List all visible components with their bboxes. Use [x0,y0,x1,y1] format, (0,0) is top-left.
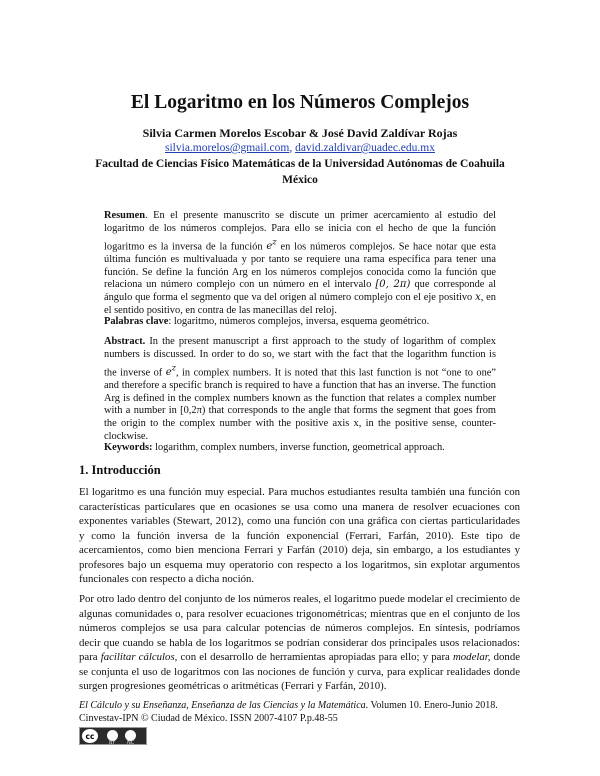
emphasis-facilitar-calculos: facilitar cálculos, [100,651,178,663]
paper-title: El Logaritmo en los Números Complejos [130,92,470,113]
resumen-text-4: , en el sentido positivo, en contra de las manecillas del reloj. [104,292,496,316]
keywords-block [104,442,496,455]
resumen-text-1: . En el presente manuscrito se discute un primer acercamiento al estudio del logaritmo de los números complejos. Para ello se inicia con el hecho de que la función logaritmo es la inversa de la función [104,210,496,252]
creative-commons-badge[interactable] [79,727,147,745]
section-heading-introduccion: 1. Introducción [79,463,161,477]
intro-paragraph-2: Por otro lado dentro del conjunto de los números reales, el logaritmo puede modelar el crecimiento de algunas comunidades o, para resolver ecuaciones trigonométricas; mientras que en el conjunto de los números complejos se usa para calcular potencias de números complejos. En síntesis, podríamos decir que cuando se habla de los logaritmos se podrían considerar dos principales usos relacionados: para facilitar cálculos, con el desarrollo de herramientas apropiadas para ello; y para modelar, donde se conjunta el uso de logaritmos con las nociones de función y curva, para explicar realidades donde surgen progresiones geométricas o aritméticas (Ferrari y Farfán, 2010). [79,593,521,692]
palabras-clave-text: : logaritmo, números complejos, inversa, esquema geométrico. [168,316,430,327]
journal-name: El Cálculo y su Enseñanza, Enseñanza de las Ciencias y la Matemática [79,700,366,711]
palabras-clave-block [104,316,496,329]
abstract-text-2: , in complex numbers. It is noted that this last function is not “one to one” and therefore a specific branch is required to have a function that has an inverse. The function Arg is defined in the complex numbers known as the function that relates a complex number with a number in [0,2π) that corresponds to the angle that forms the segment that goes from the origin to the complex number with the positive axis x, in the positive sense, counter-clockwise. [104,366,496,442]
affiliation [0,157,600,188]
journal-footer [79,700,520,725]
keywords-text: logarithm, complex numbers, inverse function, geometrical approach. [152,442,445,453]
abstract-text-1: In the present manuscript a first approach to the study of logarithm of complex numbers is discussed. In order to do so, we start with the fact that the logarithm function is the inverse of [104,336,496,378]
emphasis-modelar: modelar, [452,651,491,663]
abstract-block [104,336,496,444]
publisher-line: Cinvestav-IPN © Ciudad de México. ISSN 2007-4107 P.p.48-55 [79,712,338,724]
cc-nc-label: NC [127,740,135,746]
resumen-label: Resumen [104,210,145,221]
resumen-text-3: que corresponde al ángulo que forma el segmento que va del origen al número complejo con el eje positivo [104,279,496,304]
affiliation-country: México [282,173,318,186]
abstract-math-ez: $e^z$ [165,362,176,378]
author-emails: silvia.morelos@gmail.com, david.zaldivar@uadec.edu.mx [165,142,435,154]
cc-icon: cc [82,729,98,743]
abstract-label: Abstract. [104,336,146,347]
affiliation-institution: Facultad de Ciencias Físico Matemáticas de la Universidad Autónomas de Coahuila [95,158,505,170]
palabras-clave-label: Palabras clave [104,316,169,327]
resumen-text-2: en los números complejos. Se hace notar que esta última función es multivaluada y por tanto se requiere una rama específica para tener una función. Se define la función Arg en los números complejos conocida como la función que relaciona un número complejo con un número en el intervalo [104,240,496,291]
resumen-math-interval: [0, 2π) [375,279,411,291]
email-link-zaldivar[interactable]: david.zaldivar@uadec.edu.mx [295,142,435,154]
resumen-block [104,210,496,318]
journal-volume: . Volumen 10. Enero-Junio 2018. [365,700,498,711]
resumen-math-ez: $e^z$ [266,236,277,252]
intro-paragraph-1: El logaritmo es una función muy especial. Para muchos estudiantes resulta también una función con características particulares que en ocasiones se usa como una manera de resolver ecuaciones con exponentes variables (Stewart, 2012), como una función con una gráfica con ciertas particularidades y como la función inversa de la función exponencial (Ferrari, Farfán, 2010). Este tipo de acercamientos, como bien menciona Ferrari y Farfán (2010) deja, sin embargo, a los estudiantes y profesores bajo un esquema muy operatorio con respecto a los logaritmos, sin explotar argumentos funcionales con respecto a dicha noción. [79,486,520,585]
email-link-morelos[interactable]: silvia.morelos@gmail.com [165,142,290,154]
resumen-math-x: x [475,292,481,304]
keywords-label: Keywords: [104,442,153,453]
cc-by-label: BY [109,740,116,746]
author-list: Silvia Carmen Morelos Escobar & José David Zaldívar Rojas [142,126,458,140]
